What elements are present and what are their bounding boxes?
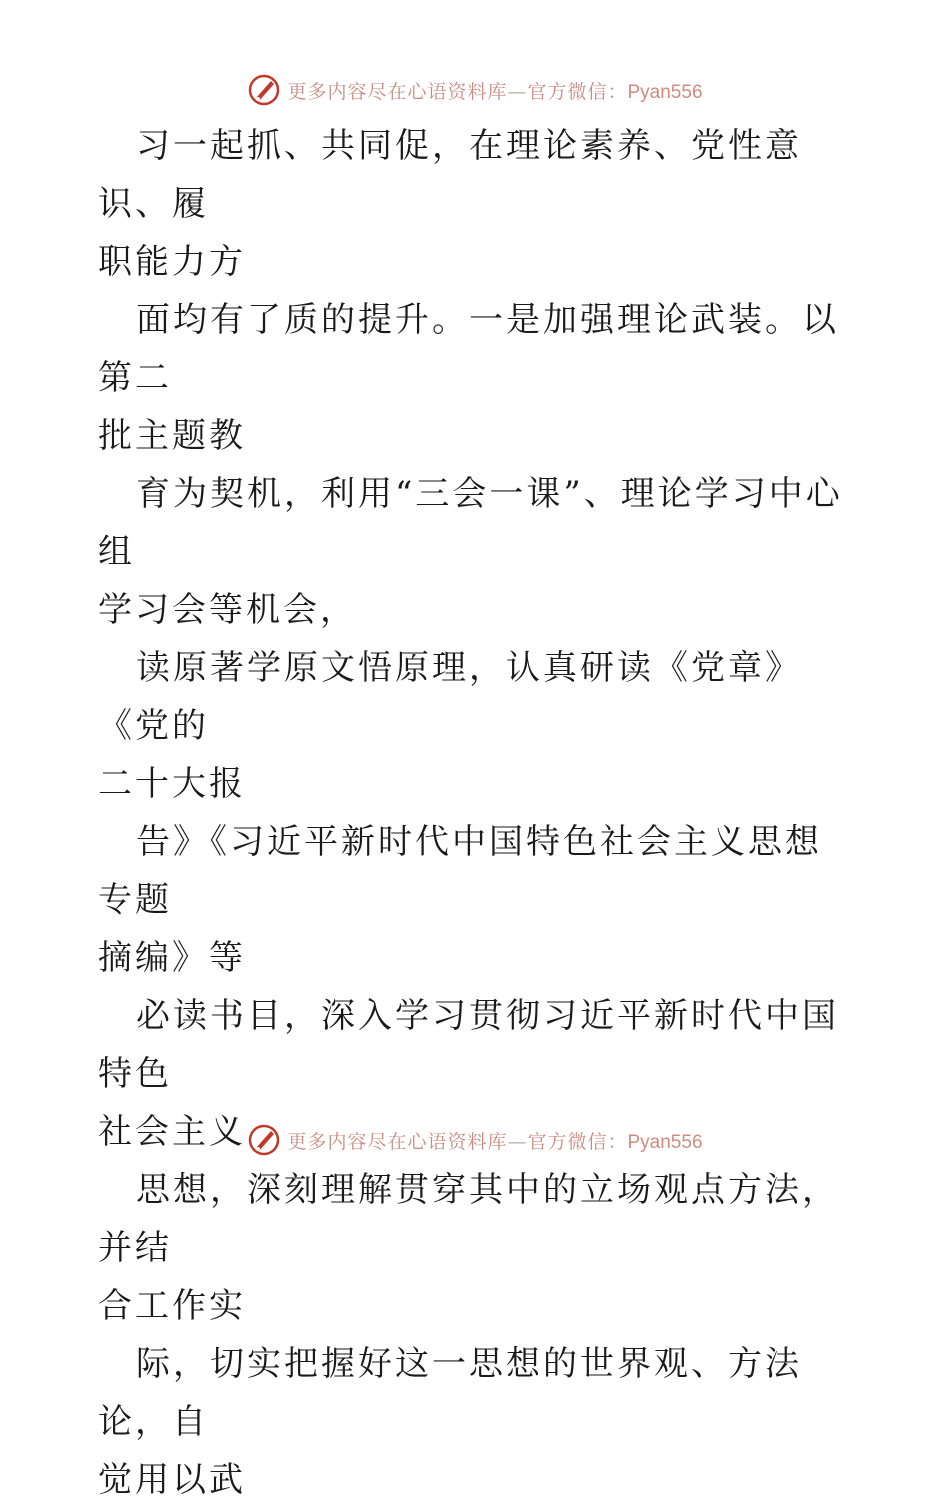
header-banner: [0, 70, 950, 110]
footer-banner-text: 更多内容尽在心语资料库—官方微信：Pyan556: [287, 1130, 703, 1153]
paragraph-line: 读原著学原文悟原理，认真研读《党章》《党的 二十大报: [98, 648, 802, 804]
paragraph-line: 习一起抓、共同促，在理论素养、党性意识、履 职能力方: [98, 126, 802, 282]
paragraph-line: 育为契机，利用“三会一课”、理论学习中心组 学习会等机会，: [98, 474, 843, 630]
paragraph-line: 际，切实把握好这一思想的世界观、方法论，自 觉用以武: [98, 1344, 802, 1500]
document-body: [98, 117, 858, 1509]
paragraph-line: 必读书目，深入学习贯彻习近平新时代中国特色 社会主义: [98, 996, 839, 1152]
pen-logo-icon: [247, 73, 281, 107]
paragraph-line: 思想，深刻理解贯穿其中的立场观点方法，并结 合工作实: [98, 1170, 839, 1326]
paragraph-line: 面均有了质的提升。一是加强理论武装。以第二 批主题教: [98, 300, 839, 456]
footer-banner: [0, 1120, 950, 1160]
paragraph-line: 告》《习近平新时代中国特色社会主义思想专题 摘编》等: [98, 822, 822, 978]
header-banner-text: 更多内容尽在心语资料库—官方微信：Pyan556: [287, 80, 703, 103]
pen-logo-icon: [247, 1123, 281, 1157]
